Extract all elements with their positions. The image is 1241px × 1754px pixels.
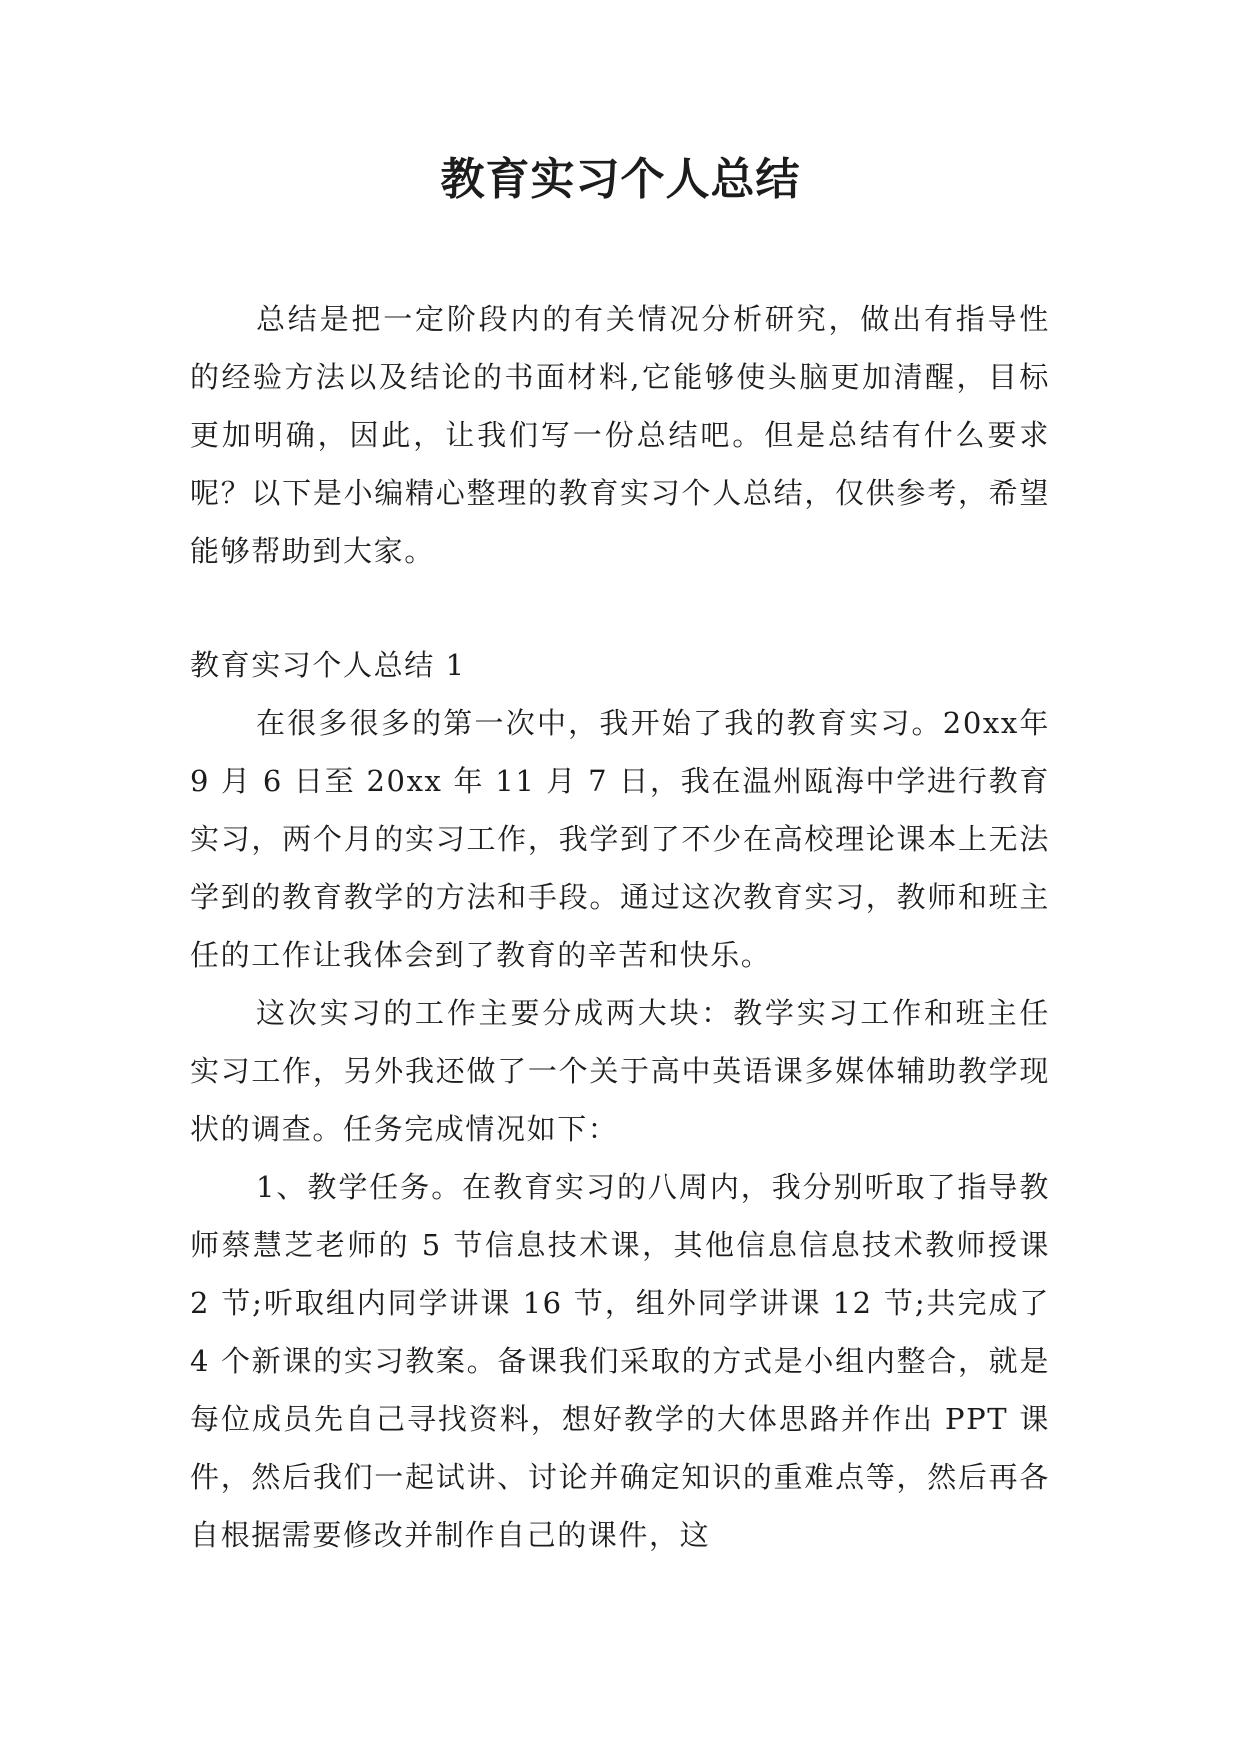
body-paragraph-1: 在很多很多的第一次中，我开始了我的教育实习。20xx年 9 月 6 日至 20xx 年 11 月 7 日，我在温州瓯海中学进行教育实习，两个月的实习工作，我学到了不少在高校理论课本上无法学到的教育教学的方法和手段。通过这次教育实习，教师和班主任的工作让我体会到了教育的辛苦和快乐。	[190, 706, 1050, 972]
document-title: 教育实习个人总结	[440, 154, 801, 205]
document-body	[190, 290, 1050, 1564]
intro-paragraph: 总结是把一定阶段内的有关情况分析研究，做出有指导性的经验方法以及结论的书面材料,它能够使头脑更加清醒，目标更加明确，因此，让我们写一份总结吧。但是总结有什么要求呢？以下是小编精心整理的教育实习个人总结，仅供参考，希望能够帮助到大家。	[190, 302, 1050, 568]
section-gap	[190, 580, 1050, 636]
section-heading: 教育实习个人总结 1	[190, 648, 466, 682]
body-paragraph-3: 1、教学任务。在教育实习的八周内，我分别听取了指导教师蔡慧芝老师的 5 节信息技术课，其他信息信息技术教师授课 2 节;听取组内同学讲课 16 节，组外同学讲课 12 节;共完成了 4 个新课的实习教案。备课我们采取的方式是小组内整合，就是每位成员先自己寻找资料，想好教学的大体思路并作出 PPT 课件，然后我们一起试讲、讨论并确定知识的重难点等，然后再各自根据需要修改并制作自己的课件，这	[190, 1170, 1050, 1552]
body-paragraph-2: 这次实习的工作主要分成两大块：教学实习工作和班主任实习工作，另外我还做了一个关于高中英语课多媒体辅助教学现状的调查。任务完成情况如下：	[190, 996, 1050, 1146]
